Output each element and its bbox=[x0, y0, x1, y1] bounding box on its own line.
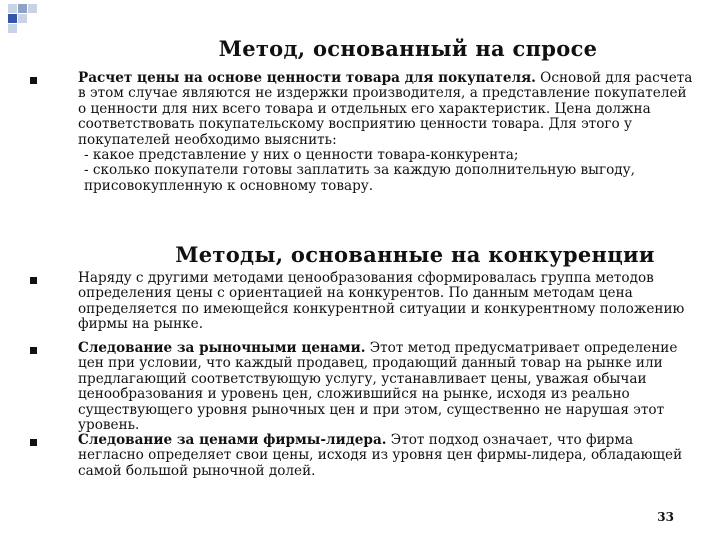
paragraph-text: Основой для расчета в этом случае являются не издержки производителя, а представление покупателей о ценности для них всего товара и отдельных его характеристик. Цена должна соответствовать покупательскому восприятию ценности товара. Для этого у покупателей необходимо выяснить: bbox=[78, 70, 693, 148]
section-title-demand: Метод, основанный на спросе bbox=[218, 36, 598, 61]
bullet-icon bbox=[30, 77, 37, 84]
paragraph-lead: Следование за ценами фирмы-лидера. bbox=[78, 432, 387, 448]
list-item: - какое представление у них о ценности товара-конкурента; bbox=[84, 147, 519, 164]
bullet-icon bbox=[30, 277, 37, 284]
paragraph-lead: Расчет цены на основе ценности товара для покупателя. bbox=[78, 70, 536, 86]
list-item: - сколько покупатели готовы заплатить за каждую дополнительную выгоду, присовокупленную к основному товару. bbox=[84, 162, 635, 194]
paragraph-text: Этот подход означает, что фирма негласно определяет свои цены, исходя из уровня цен фирмы-лидера, обладающей самой большой рыночной долей. bbox=[78, 432, 683, 479]
section-title-competition: Методы, основанные на конкуренции bbox=[175, 242, 655, 267]
corner-decoration bbox=[0, 0, 60, 40]
paragraph-market-prices bbox=[78, 341, 696, 433]
paragraph-lead: Следование за рыночными ценами. bbox=[78, 340, 366, 356]
bullet-icon bbox=[30, 347, 37, 354]
paragraph-competition-intro bbox=[78, 271, 696, 333]
paragraph-demand-method bbox=[78, 71, 696, 194]
paragraph-text: Этот метод предусматривает определение цен при условии, что каждый продавец, продающий данный товар на рынке или предлагающий соответствующую услугу, устанавливает цены, уважая обычаи ценообразования и уровень цен, сложившийся на рынке, исходя из реально существующего уровня рыночных цен и при этом, существенно не нарушая этот уровень. bbox=[78, 340, 678, 434]
paragraph-text: Наряду с другими методами ценообразования сформировалась группа методов определения цены с ориентацией на конкурентов. По данным методам цена определяется по имеющейся конкурентной ситуации и конкурентному положению фирмы на рынке. bbox=[78, 270, 685, 333]
bullet-icon bbox=[30, 439, 37, 446]
page-number: 33 bbox=[657, 510, 674, 524]
paragraph-leader-prices bbox=[78, 433, 696, 479]
